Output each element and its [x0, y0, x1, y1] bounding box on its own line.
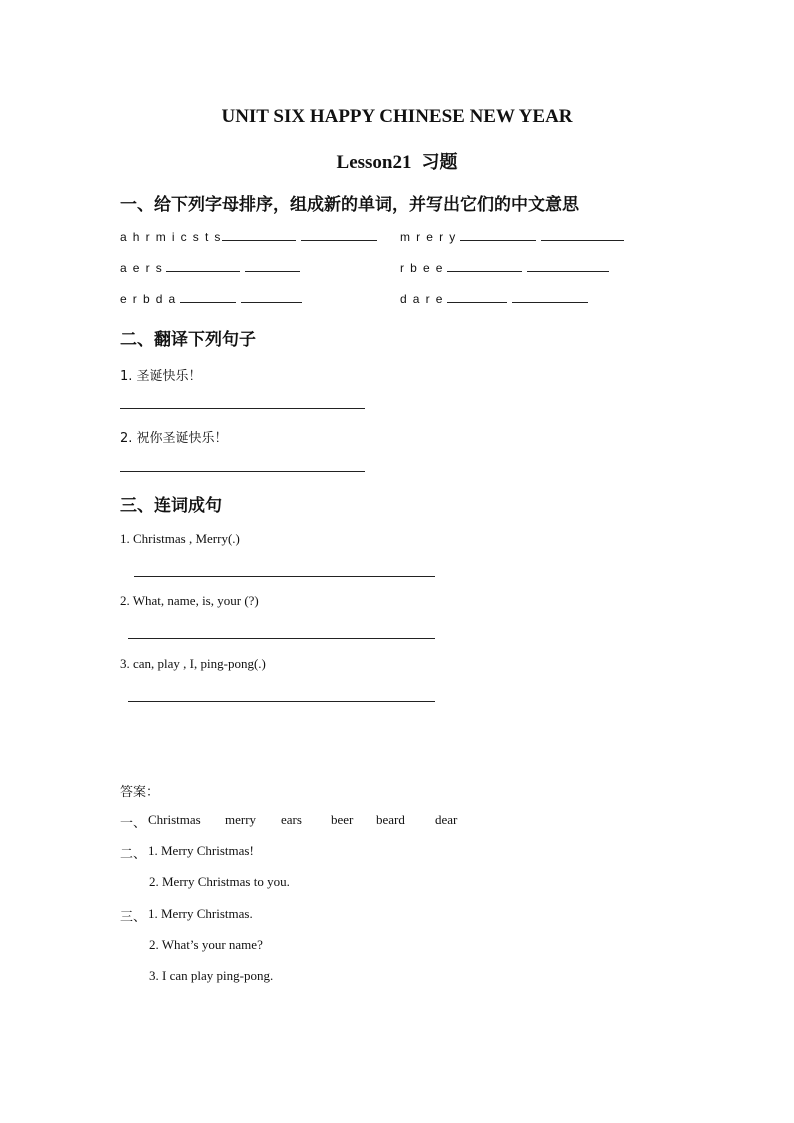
answer-line: 1. Merry Christmas. [148, 906, 253, 921]
translate-item-2: 2. 祝你圣诞快乐！ [120, 431, 228, 446]
translate-item-1: 1. 圣诞快乐！ [120, 369, 202, 384]
answer-blank[interactable] [166, 261, 240, 272]
reorder-answer-line-2[interactable] [128, 638, 435, 639]
answer-prefix: 二、 [120, 847, 147, 862]
answer-word: ears [281, 812, 302, 827]
reorder-item-2: 2. What, name, is, your (?) [120, 593, 259, 608]
lesson-title [0, 148, 794, 174]
meaning-blank[interactable] [245, 261, 300, 272]
answer-prefix: 一、 [120, 816, 147, 831]
lesson-subtitle: 习题 [421, 152, 458, 173]
scramble-letters: d a r e [400, 292, 444, 306]
scramble-letters: m r e r y [400, 230, 457, 244]
answer-blank[interactable] [180, 292, 236, 303]
answer-line: 3. I can play ping-pong. [149, 968, 274, 983]
scramble-letters: e r b d a [120, 292, 177, 306]
section2-heading: 二、翻译下列句子 [120, 330, 256, 350]
answer-word: beard [376, 812, 405, 827]
answer-word: beer [331, 812, 354, 827]
answer-line: 2. Merry Christmas to you. [149, 874, 290, 889]
meaning-blank[interactable] [241, 292, 302, 303]
page-title: UNIT SIX HAPPY CHINESE NEW YEAR [221, 106, 573, 127]
section1-heading: 一、给下列字母排序，组成新的单词，并写出它们的中文意思 [120, 195, 579, 215]
answer-line: 2. What’s your name? [149, 937, 263, 952]
answer-word: merry [225, 812, 257, 827]
meaning-blank[interactable] [541, 230, 624, 241]
reorder-item-3: 3. can, play , I, ping-pong(.) [120, 656, 266, 671]
answer-line: 1. Merry Christmas! [148, 843, 254, 858]
scramble-letters: a e r s [120, 261, 164, 275]
answer-blank[interactable] [447, 292, 507, 303]
meaning-blank[interactable] [512, 292, 588, 303]
scramble-item-5 [120, 292, 302, 306]
answer-blank[interactable] [222, 230, 296, 241]
answers-label: 答案： [120, 785, 160, 800]
answer-blank[interactable] [447, 261, 522, 272]
reorder-item-1: 1. Christmas , Merry(.) [120, 531, 240, 546]
meaning-blank[interactable] [301, 230, 377, 241]
section3-heading: 三、连词成句 [120, 496, 222, 516]
reorder-answer-line-1[interactable] [134, 576, 435, 577]
scramble-item-1 [120, 230, 377, 244]
answer-blank[interactable] [460, 230, 536, 241]
lesson-number: Lesson21 [336, 152, 412, 173]
translate-answer-line-1[interactable] [120, 408, 365, 409]
answer-word: Christmas [148, 812, 201, 827]
scramble-item-2 [400, 230, 624, 244]
scramble-letters: a h r m i c s t s [120, 230, 222, 244]
scramble-item-4 [400, 261, 609, 275]
meaning-blank[interactable] [527, 261, 609, 272]
answer-word: dear [435, 812, 458, 827]
answer-row-1 [120, 812, 146, 831]
scramble-item-3 [120, 261, 300, 275]
reorder-answer-line-3[interactable] [128, 701, 435, 702]
answer-prefix: 三、 [120, 910, 147, 925]
scramble-letters: r b e e [400, 261, 444, 275]
scramble-item-6 [400, 292, 588, 306]
translate-answer-line-2[interactable] [120, 471, 365, 472]
